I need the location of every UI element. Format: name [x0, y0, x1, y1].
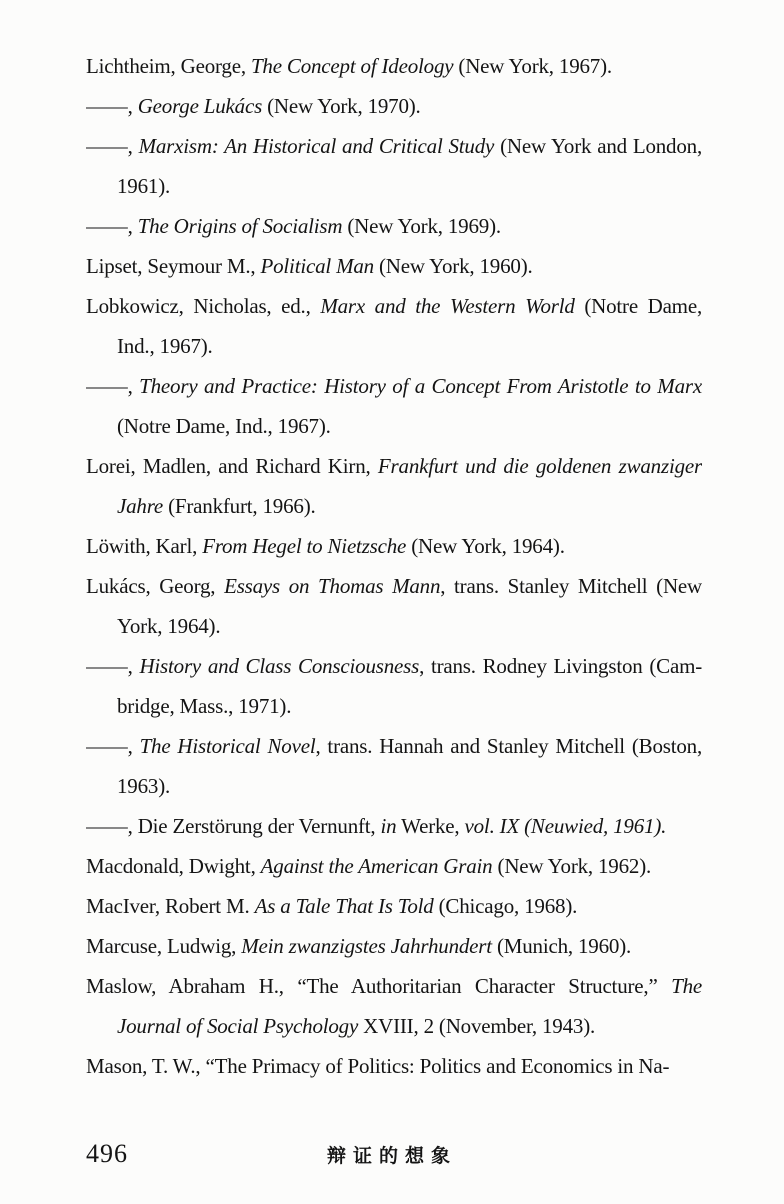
text-segment: (New York, 1964).	[406, 534, 565, 558]
text-segment: Ind., 1967).	[117, 334, 213, 358]
work-title-segment: Jahre	[117, 494, 164, 518]
bibliography-entry	[86, 86, 702, 126]
text-segment: , trans. Rodney Livingston (Cam-	[419, 654, 702, 678]
text-segment: Löwith, Karl,	[86, 534, 203, 558]
work-title-segment: Marx and the Western World	[320, 294, 575, 318]
work-title-segment: Frankfurt und die goldenen zwanziger	[377, 454, 702, 478]
text-segment: (Notre Dame, Ind., 1967).	[117, 414, 331, 438]
bibliography-entry	[86, 646, 702, 726]
work-title-segment: Essays on Thomas Mann	[224, 574, 441, 598]
bibliography-line	[86, 86, 702, 126]
bibliography-line	[86, 686, 702, 726]
text-segment: ——, Die Zerstörung der Vernunft,	[86, 814, 381, 838]
bibliography-line	[86, 806, 702, 846]
bibliography-line	[86, 486, 702, 526]
bibliography-entry	[86, 886, 702, 926]
bibliography-line	[86, 1046, 702, 1086]
bibliography-line	[86, 126, 702, 166]
work-title-segment: The Concept of Ideology	[250, 54, 454, 78]
bibliography-line	[86, 726, 702, 766]
bibliography-entry	[86, 806, 702, 846]
text-segment: bridge, Mass., 1971).	[117, 694, 292, 718]
work-title-segment: From Hegel to Nietzsche	[202, 534, 407, 558]
bibliography-entry	[86, 966, 702, 1046]
bibliography-line	[86, 1006, 702, 1046]
work-title-segment: The Origins of Socialism	[137, 214, 343, 238]
text-segment: , trans. Stanley Mitchell (New	[440, 574, 702, 598]
text-segment: Lichtheim, George,	[86, 54, 251, 78]
work-title-segment: George Lukács	[137, 94, 263, 118]
text-segment: (New York, 1967).	[453, 54, 612, 78]
page-number: 496	[86, 1139, 128, 1168]
work-title-segment: in	[380, 814, 397, 838]
bibliography-entry	[86, 526, 702, 566]
bibliography-line	[86, 526, 702, 566]
bibliography-line	[86, 326, 702, 366]
text-segment: (Frankfurt, 1966).	[163, 494, 316, 518]
work-title-segment: Against the American Grain	[260, 854, 493, 878]
text-segment: Lobkowicz, Nicholas, ed.,	[86, 294, 321, 318]
work-title-segment: Mein zwanzigstes Jahrhundert	[241, 934, 492, 958]
text-segment: ——,	[86, 734, 140, 758]
text-segment: ——,	[86, 654, 140, 678]
work-title-segment: The	[671, 974, 702, 998]
bibliography-line	[86, 606, 702, 646]
text-segment: (New York, 1960).	[373, 254, 533, 278]
work-title-segment: Marxism: An Historical and Critical Study	[138, 134, 495, 158]
text-segment: ——,	[86, 214, 138, 238]
bibliography-line	[86, 646, 702, 686]
text-segment: Marcuse, Ludwig,	[86, 934, 242, 958]
text-segment: Mason, T. W., “The Primacy of Politics: Politics and Economics in Na-	[86, 1054, 670, 1078]
bibliography-line	[86, 846, 702, 886]
bibliography-entry	[86, 46, 702, 86]
bibliography-line	[86, 926, 702, 966]
bibliography-entry	[86, 726, 702, 806]
text-segment: Lipset, Seymour M.,	[86, 254, 261, 278]
text-segment: (New York, 1962).	[492, 854, 652, 878]
work-title-segment: The Historical Novel	[139, 734, 316, 758]
text-segment: MacIver, Robert M.	[86, 894, 255, 918]
bibliography-line	[86, 566, 702, 606]
text-segment: 1963).	[117, 774, 171, 798]
bibliography-line	[86, 766, 702, 806]
text-segment: Maslow, Abraham H., “The Authoritarian Character Structure,”	[86, 974, 672, 998]
bibliography-entry	[86, 246, 702, 286]
bibliography-entry	[86, 926, 702, 966]
bibliography-entry	[86, 286, 702, 366]
text-segment: Lukács, Georg,	[86, 574, 225, 598]
bibliography-entry	[86, 566, 702, 646]
work-title-segment: Theory and Practice: History of a Concept From Aristotle to Marx	[139, 374, 702, 398]
bibliography-line	[86, 46, 702, 86]
bibliography-line	[86, 886, 702, 926]
text-segment: ——,	[86, 134, 139, 158]
text-segment: Werke,	[396, 814, 465, 838]
text-segment: (Munich, 1960).	[491, 934, 632, 958]
work-title-segment: Journal of Social Psychology	[117, 1014, 359, 1038]
text-segment: (Notre Dame,	[574, 294, 702, 318]
bibliography-entry	[86, 366, 702, 446]
bibliography-entry	[86, 1046, 702, 1086]
bibliography-line	[86, 206, 702, 246]
text-segment: 1961).	[117, 174, 171, 198]
text-segment: (New York, 1970).	[262, 94, 421, 118]
work-title-segment: History and Class Consciousness	[139, 654, 420, 678]
bibliography-entry	[86, 446, 702, 526]
bibliography-entry	[86, 846, 702, 886]
text-segment: York, 1964).	[117, 614, 221, 638]
bibliography-line	[86, 246, 702, 286]
bibliography-entry	[86, 126, 702, 206]
text-segment: (New York, 1969).	[342, 214, 501, 238]
text-segment: XVIII, 2 (November, 1943).	[358, 1014, 596, 1038]
text-segment: ——,	[86, 94, 138, 118]
text-segment: (Chicago, 1968).	[433, 894, 578, 918]
bibliography-entry	[86, 206, 702, 246]
text-segment: (New York and London,	[494, 134, 702, 158]
work-title-segment: As a Tale That Is Told	[254, 894, 434, 918]
text-segment: ——,	[86, 374, 140, 398]
bibliography-line	[86, 366, 702, 406]
bibliography-list	[86, 46, 702, 1086]
bibliography-line	[86, 406, 702, 446]
work-title-segment: Political Man	[260, 254, 374, 278]
text-segment: , trans. Hannah and Stanley Mitchell (Boston,	[315, 734, 702, 758]
bibliography-line	[86, 966, 702, 1006]
work-title-segment: vol. IX (Neuwied, 1961).	[464, 814, 667, 838]
text-segment: Macdonald, Dwight,	[86, 854, 261, 878]
bibliography-line	[86, 166, 702, 206]
bibliography-line	[86, 286, 702, 326]
text-segment: Lorei, Madlen, and Richard Kirn,	[86, 454, 378, 478]
bibliography-line	[86, 446, 702, 486]
running-head-book-title: 辩证的想象	[326, 1145, 457, 1167]
